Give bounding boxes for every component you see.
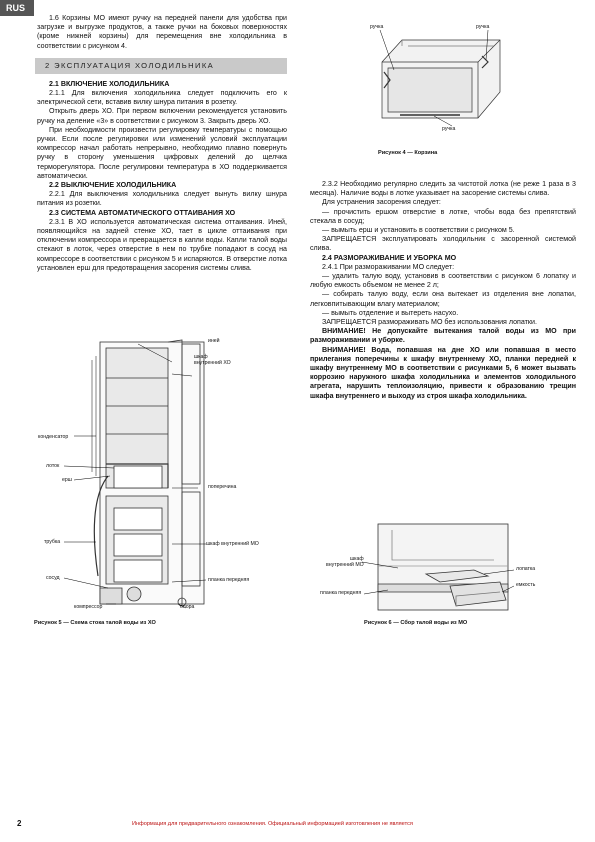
paragraph-1-6: 1.6 Корзины МО имеют ручку на передней панели для удобства при загрузке и выгрузке продуктов, а также ручки на боковых поверхностях (кроме нижней корзины) для перемещения вне холодильника в соответствии с рисунком 4.: [37, 14, 287, 50]
figure-5-drain-scheme: [22, 336, 292, 636]
basket-drawing: [360, 22, 520, 140]
figure-6-water-collection: [318, 520, 578, 632]
paragraph-2-1-adjust: При необходимости произвести регулировку температуры с помощью ручки. Если после регулировки или изменений условий эксплуатации компрессор начал работать непрерывно, необходимо плавно повернуть ручку в сторону уменьшения цифровых делений до щелчка терморегулятора. После регулировки температура в ХО поддерживается автоматически.: [37, 125, 287, 180]
label-compressor: компрессор: [74, 604, 103, 610]
label-container: емкость: [516, 582, 536, 588]
label-frost: иней: [208, 338, 220, 344]
warning-defrost: ЗАПРЕЩАЕТСЯ размораживать МО без использования лопатки.: [322, 318, 537, 327]
paragraph-2-2-1: 2.2.1 Для выключения холодильника следует вынуть вилку шнура питания из розетки.: [37, 190, 287, 208]
label-handle-right: ручка: [476, 24, 490, 30]
attention-1: ВНИМАНИЕ! Не допускайте вытекания талой воды из МО при размораживании и уборке.: [310, 327, 576, 345]
label-cabinet-mo-6: шкаф внутренний МО: [326, 556, 364, 568]
bullet-clean-hole: — прочистить ершом отверстие в лотке, чтобы вода без препятствий стекала в сосуд;: [310, 207, 576, 225]
figure-4-caption: Рисунок 4 — Корзина: [378, 150, 438, 156]
label-cabinet-mo: шкаф внутренний МО: [206, 541, 259, 547]
label-condenser: конденсатор: [38, 434, 69, 440]
label-brush: ерш: [62, 477, 72, 483]
bullet-collect-water: — собирать талую воду, если она вытекает из отделения вне лопатки, легковпитывающим влагу материалом;: [310, 290, 576, 308]
subsection-2-3-title: 2.3 СИСТЕМА АВТОМАТИЧЕСКОГО ОТТАИВАНИЯ ХО: [49, 208, 236, 217]
bullet-remove-water: — удалить талую воду, установив в соответствии с рисунком 6 лопатку и любую емкость объемом не менее 2 л;: [310, 272, 576, 290]
label-cabinet-ho: шкаф внутренний ХО: [194, 354, 231, 366]
label-front-strip: планка передняя: [208, 577, 250, 583]
paragraph-2-4-1: 2.4.1 При размораживании МО следует:: [322, 262, 455, 271]
bullet-wash-dry: — вымыть отделение и вытереть насухо.: [322, 308, 459, 317]
subsection-2-2-title: 2.2 ВЫКЛЮЧЕНИЕ ХОЛОДИЛЬНИКА: [49, 181, 177, 190]
section-title-bar: 2 ЭКСПЛУАТАЦИЯ ХОЛОДИЛЬНИКА: [35, 58, 287, 74]
language-tab: RUS: [0, 0, 34, 16]
paragraph-2-1-open: Открыть дверь ХО. При первом включении рекомендуется установить ручку на деление «3» в соответствии с рисунком 3. Закрыть дверь ХО.: [37, 107, 287, 125]
label-handle-left: ручка: [370, 24, 384, 30]
page-number: 2: [17, 819, 22, 828]
paragraph-2-3-2: 2.3.2 Необходимо регулярно следить за чистотой лотка (не реже 1 раза в 3 месяца). Наличие воды в лотке указывает на засорение системы слива.: [310, 180, 576, 198]
paragraph-2-3-1: 2.3.1 В ХО используется автоматическая система оттаивания. Иней, появляющийся на задней стенке ХО, тает в цикле оттаивания при отключении компрессора и превращается в капли воды. Капли талой воды стекают в лоток, через отверстие в нем по трубке попадают в сосуд на компрессоре в соответствии с рисунком 5 и испаряются. В отверстие лотка установлен ерш для предотвращения засорения системы слива.: [37, 217, 287, 272]
left-column: [37, 14, 287, 273]
paragraph-clog-intro: Для устранения засорения следует:: [322, 198, 441, 207]
label-scoop: лопатка: [516, 566, 536, 572]
label-vessel: сосуд: [46, 575, 60, 581]
paragraph-2-1-1: 2.1.1 Для включения холодильника следует подключить его к электрической сети, вставив вилку шнура питания в розетку.: [37, 89, 287, 107]
footer-note: Информация для предварительного ознакомления. Официальный информацией изготовления не является: [132, 821, 413, 827]
fridge-section-drawing: [22, 336, 292, 611]
label-tray: лоток: [46, 463, 60, 469]
label-crossbar: поперечина: [208, 484, 237, 490]
figure-5-caption: Рисунок 5 — Схема стока талой воды из ХО: [34, 620, 156, 626]
figure-4-basket: [360, 22, 520, 162]
subsection-2-1-title: 2.1 ВКЛЮЧЕНИЕ ХОЛОДИЛЬНИКА: [49, 79, 170, 88]
attention-2: ВНИМАНИЕ! Вода, попавшая на дне ХО или попавшая в место прилегания поперечины к шкафу внутреннему ХО, планки передней к шкафу внутреннему МО в соответствии с рисунками 5, 6 может вызвать коррозию наружного шкафа холодильника и элементов холодильного агрегата, нарушить теплоизоляцию, привести к образованию трещин шкафа внутреннего и выходу из строя шкафа холодильника.: [310, 345, 576, 400]
warning-clogged: ЗАПРЕЩАЕТСЯ эксплуатировать холодильник с засоренной системой слива.: [310, 235, 576, 253]
label-tube: трубка: [44, 539, 61, 545]
right-column: [310, 180, 576, 401]
subsection-2-4-title: 2.4 РАЗМОРАЖИВАНИЕ И УБОРКА МО: [322, 253, 457, 262]
label-front-strip-6: планка передняя: [320, 590, 362, 596]
label-support: опора: [180, 604, 195, 610]
label-handle-front: ручка: [442, 126, 456, 132]
bullet-wash-brush: — вымыть ерш и установить в соответствии с рисунком 5.: [322, 226, 515, 235]
figure-6-caption: Рисунок 6 — Сбор талой воды из МО: [364, 620, 468, 626]
